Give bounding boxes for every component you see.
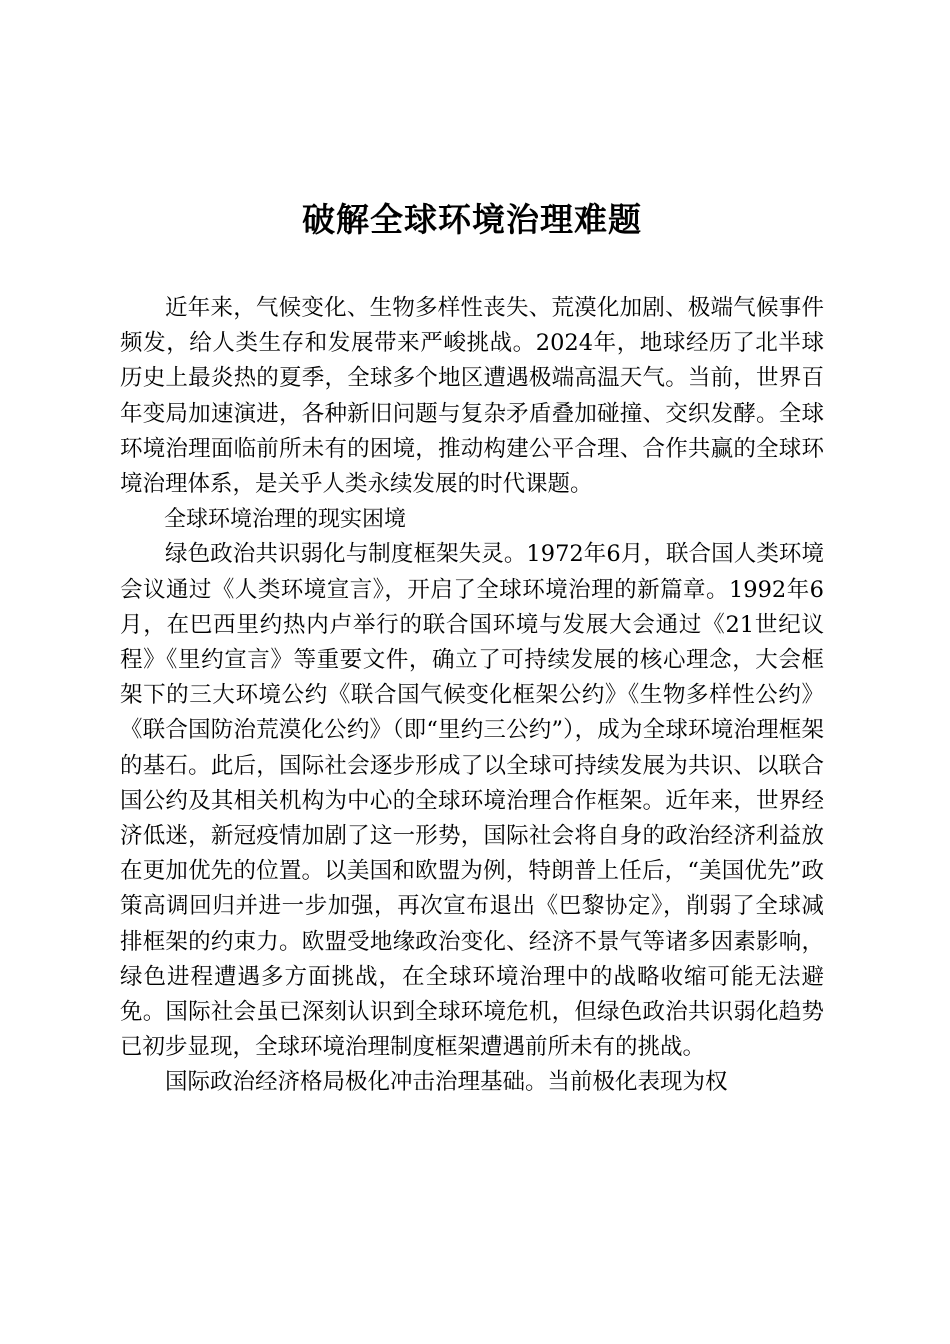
document-title: 破解全球环境治理难题 [302, 200, 642, 239]
document-body [120, 291, 824, 1101]
section-paragraph-2: 国际政治经济格局极化冲击治理基础。当前极化表现为权 [165, 1069, 728, 1096]
section-paragraph-1: 绿色政治共识弱化与制度框架失灵。1972年6月，联合国人类环境会议通过《人类环境宣言》，开启了全球环境治理的新篇章。1992年6月，在巴西里约热内卢举行的联合国环境与发展大会通过《21世纪议程》《里约宣言》等重要文件，确立了可持续发展的核心理念，大会框架下的三大环境公约《联合国气候变化框架公约》《生物多样性公约》《联合国防治荒漠化公约》（即“里约三公约”），成为全球环境治理框架的基石。此后，国际社会逐步形成了以全球可持续发展为共识、以联合国公约及其相关机构为中心的全球环境治理合作框架。近年来，世界经济低迷，新冠疫情加剧了这一形势，国际社会将自身的政治经济利益放在更加优先的位置。以美国和欧盟为例，特朗普上任后，“美国优先”政策高调回归并进一步加强，再次宣布退出《巴黎协定》，削弱了全球减排框架的约束力。欧盟受地缘政治变化、经济不景气等诸多因素影响，绿色进程遭遇多方面挑战，在全球环境治理中的战略收缩可能无法避免。国际社会虽已深刻认识到全球环境危机，但绿色政治共识弱化趋势已初步显现，全球环境治理制度框架遭遇前所未有的挑战。 [120, 541, 824, 1061]
intro-paragraph: 近年来，气候变化、生物多样性丧失、荒漠化加剧、极端气候事件频发，给人类生存和发展带来严峻挑战。2024年，地球经历了北半球历史上最炎热的夏季，全球多个地区遭遇极端高温天气。当前，世界百年变局加速演进，各种新旧问题与复杂矛盾叠加碰撞、交织发酵。全球环境治理面临前所未有的困境，推动构建公平合理、合作共赢的全球环境治理体系，是关乎人类永续发展的时代课题。 [120, 295, 824, 498]
section-heading: 全球环境治理的现实困境 [164, 507, 407, 533]
